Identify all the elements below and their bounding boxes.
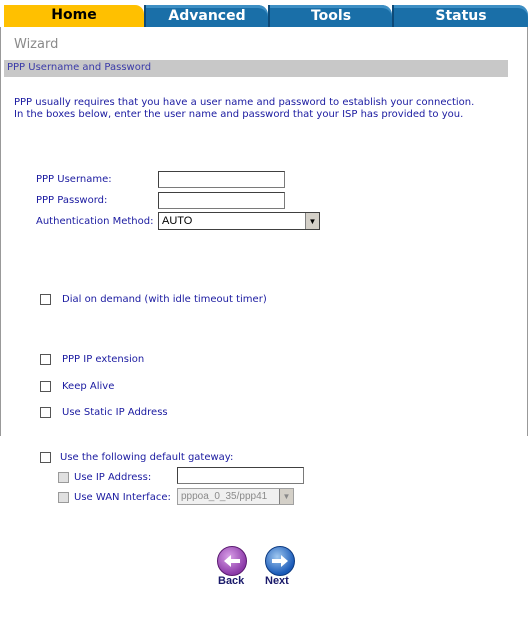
tab-home[interactable]: Home [4,5,144,27]
use-ip-address-label: Use IP Address: [74,472,152,483]
ppp-ip-extension-label: PPP IP extension [62,354,145,365]
content-frame [0,27,528,436]
auth-method-value: AUTO [162,215,193,227]
tab-tools[interactable]: Tools [268,5,392,27]
wan-interface-value: pppoa_0_35/ppp41 [181,491,268,502]
use-wan-interface-checkbox[interactable] [58,492,69,503]
description-line-1: PPP usually requires that you have a user name and password to establish your connection. [14,97,475,108]
chevron-down-icon[interactable]: ▼ [305,213,319,229]
wan-interface-select[interactable] [177,488,294,505]
next-arrow-icon[interactable] [265,546,295,576]
keep-alive-label: Keep Alive [62,381,115,392]
gateway-ip-input[interactable] [177,467,304,484]
keep-alive-checkbox[interactable] [40,381,51,392]
dial-on-demand-checkbox[interactable] [40,294,51,305]
chevron-down-icon[interactable]: ▼ [279,489,293,504]
next-button[interactable]: Next [265,575,289,587]
section-title: PPP Username and Password [7,62,152,73]
auth-method-select[interactable] [158,212,320,230]
back-button[interactable]: Back [218,575,245,587]
password-label: PPP Password: [36,195,108,206]
username-input[interactable] [158,171,285,188]
static-ip-label: Use Static IP Address [62,407,168,418]
auth-method-label: Authentication Method: [36,216,154,227]
page-title: Wizard [14,37,59,52]
password-input[interactable] [158,192,285,209]
use-wan-interface-label: Use WAN Interface: [74,492,171,503]
ppp-ip-extension-checkbox[interactable] [40,354,51,365]
username-label: PPP Username: [36,174,112,185]
default-gateway-label: Use the following default gateway: [60,452,234,463]
static-ip-checkbox[interactable] [40,407,51,418]
tab-status[interactable]: Status [392,5,528,27]
use-ip-address-checkbox[interactable] [58,472,69,483]
dial-on-demand-label: Dial on demand (with idle timeout timer) [62,294,267,305]
default-gateway-checkbox[interactable] [40,452,51,463]
back-arrow-icon[interactable] [217,546,247,576]
description-line-2: In the boxes below, enter the user name and password that your ISP has provided to you. [14,109,464,120]
tab-advanced[interactable]: Advanced [144,5,268,27]
